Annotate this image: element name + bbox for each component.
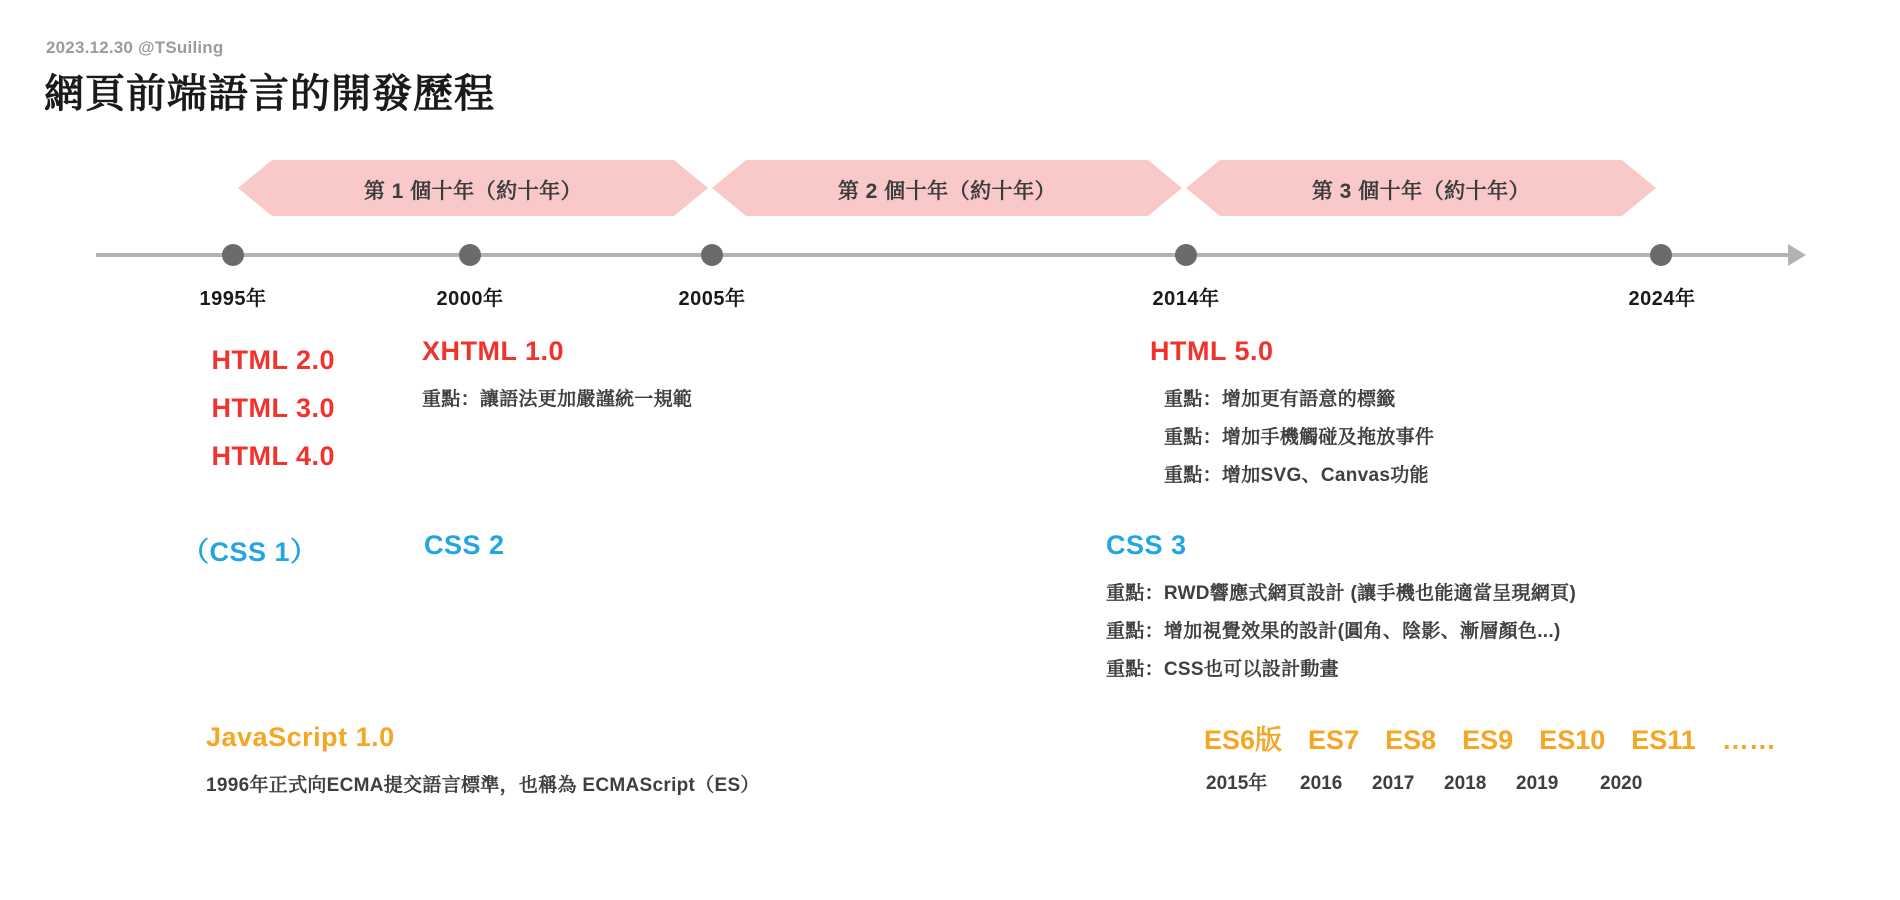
timeline-year-label: 2014年 (1152, 288, 1220, 310)
es-release-ellipsis: …… (1721, 725, 1776, 755)
header-date: 2023.12.30 (46, 38, 134, 57)
es-releases-row (1204, 718, 1776, 757)
timeline-dot-2000 (459, 244, 481, 266)
es-release-name: ES8 (1385, 725, 1437, 755)
es-release-year: 2015年 (1206, 773, 1268, 794)
timeline-dot-2014 (1175, 244, 1197, 266)
html-era3-block (1150, 336, 1434, 495)
es-release-name: ES11 (1631, 725, 1696, 755)
es-release-year: 2018 (1444, 773, 1487, 794)
css1-title: （CSS 1） (182, 537, 318, 567)
css3-note: 重點：增加視覺效果的設計(圓角、陰影、漸層顏色...) (1106, 621, 1561, 642)
timeline-axis (96, 253, 1796, 257)
html-version-label: HTML 2.0 (211, 345, 335, 375)
html5-note: 重點：增加SVG、Canvas功能 (1164, 465, 1429, 486)
decade-label: 第 3 個十年（約十年） (1311, 180, 1531, 203)
timeline-dot-1995 (222, 244, 244, 266)
timeline-year-label: 2024年 (1628, 288, 1696, 310)
html-version-label: HTML 3.0 (211, 393, 335, 423)
header-handle: @TSuiling (138, 38, 224, 57)
css2-title: CSS 2 (424, 530, 505, 560)
javascript-block (206, 722, 760, 805)
es-release-year: 2019 (1516, 773, 1559, 794)
timeline-year-label: 2005年 (678, 288, 746, 310)
css2-block (424, 530, 505, 561)
decade-band-3 (1186, 160, 1656, 216)
timeline-year-label: 1995年 (199, 288, 267, 310)
css3-title: CSS 3 (1106, 530, 1187, 560)
css1-block (182, 530, 318, 569)
es-release-name: ES7 (1308, 725, 1360, 755)
html-version-label: HTML 4.0 (211, 441, 335, 471)
page-title: 網頁前端語言的開發歷程 (44, 72, 495, 116)
html-era1-block (120, 336, 335, 480)
css3-note: 重點：CSS也可以設計動畫 (1106, 659, 1339, 680)
es-release-name: ES9 (1462, 725, 1514, 755)
html5-note: 重點：增加手機觸碰及拖放事件 (1164, 427, 1435, 448)
es-release-year: 2020 (1600, 773, 1643, 794)
javascript-note: 1996年正式向ECMA提交語言標準，也稱為 ECMAScript（ES） (206, 775, 760, 796)
html5-note: 重點：增加更有語意的標籤 (1164, 389, 1396, 410)
xhtml-title: XHTML 1.0 (422, 336, 565, 366)
timeline-dot-2024 (1650, 244, 1672, 266)
es-release-name: ES10 (1539, 725, 1606, 755)
decade-label: 第 1 個十年（約十年） (363, 180, 583, 203)
html5-title: HTML 5.0 (1150, 336, 1274, 366)
timeline-year-label: 2000年 (436, 288, 504, 310)
xhtml-note: 重點：讓語法更加嚴謹統一規範 (422, 389, 693, 410)
css3-block (1106, 530, 1576, 689)
es-release-year: 2016 (1300, 773, 1343, 794)
decade-band-1 (238, 160, 708, 216)
css3-note: 重點：RWD響應式網頁設計 (讓手機也能適當呈現網頁) (1106, 583, 1577, 604)
javascript-title: JavaScript 1.0 (206, 722, 395, 752)
decade-label: 第 2 個十年（約十年） (837, 180, 1057, 203)
timeline-dot-2005 (701, 244, 723, 266)
decade-band-2 (712, 160, 1182, 216)
header-meta (46, 38, 223, 58)
es-release-year: 2017 (1372, 773, 1415, 794)
es-years-row (1206, 768, 1656, 795)
timeline-arrow-icon (1788, 244, 1806, 266)
es-release-name: ES6版 (1204, 725, 1283, 755)
html-era2-block (422, 336, 692, 419)
